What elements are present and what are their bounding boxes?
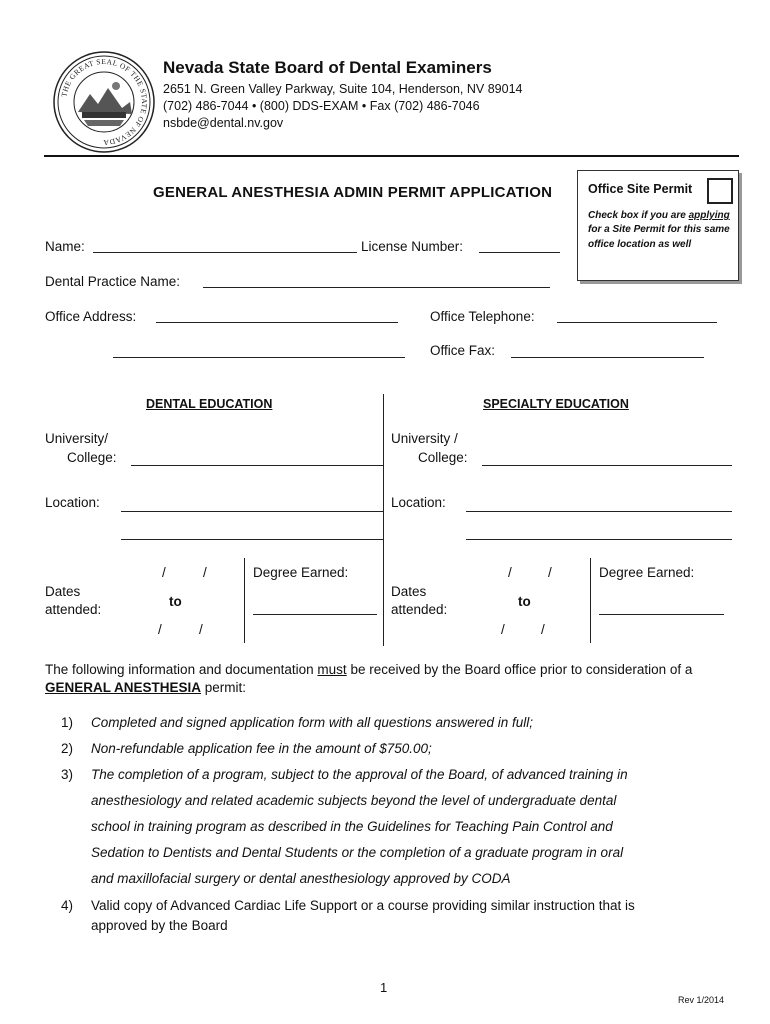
- dental-degree-divider: [244, 558, 245, 643]
- dental-location-label: Location:: [45, 495, 100, 510]
- specialty-location-field[interactable]: [466, 511, 732, 512]
- seal-text: THE GREAT SEAL OF THE STATE OF NEVADA: [59, 56, 150, 148]
- practice-label: Dental Practice Name:: [45, 274, 181, 289]
- specialty-college-field[interactable]: [482, 465, 732, 466]
- specialty-to-label: to: [518, 594, 531, 609]
- revision-label: Rev 1/2014: [678, 995, 725, 1005]
- specialty-degree-field[interactable]: [599, 614, 724, 615]
- form-title: GENERAL ANESTHESIA ADMIN PERMIT APPLICATION: [153, 184, 553, 201]
- dental-date-start-slash-2: /: [203, 565, 207, 580]
- dental-location-field-2[interactable]: [121, 539, 383, 540]
- specialty-degree-divider: [590, 558, 591, 643]
- org-name: Nevada State Board of Dental Examiners: [163, 58, 492, 77]
- requirement-text: The completion of a program, subject to the approval of the Board, of advanced training in: [91, 767, 628, 782]
- specialty-degree-label: Degree Earned:: [599, 565, 695, 580]
- site-permit-checkbox[interactable]: [707, 178, 733, 204]
- specialty-attended-label: attended:: [391, 602, 448, 617]
- dental-to-label: to: [169, 594, 182, 609]
- specialty-date-start-slash-1: /: [508, 565, 512, 580]
- requirement-number: 4): [61, 898, 74, 913]
- specialty-location-field-2[interactable]: [466, 539, 732, 540]
- requirement-text: Valid copy of Advanced Cardiac Life Support or a course providing similar instruction that is: [91, 898, 635, 913]
- requirement-number: 2): [61, 741, 74, 756]
- dental-university-label: University/: [45, 431, 109, 446]
- dental-college-field[interactable]: [131, 465, 383, 466]
- requirement-text: anesthesiology and related academic subjects beyond the level of undergraduate dental: [91, 793, 617, 808]
- requirement-text: and maxillofacial surgery or dental anesthesiology approved by CODA: [91, 871, 511, 886]
- dental-attended-label: attended:: [45, 602, 102, 617]
- specialty-dates-label: Dates: [391, 584, 427, 599]
- license-field[interactable]: [479, 252, 560, 253]
- page-number: 1: [380, 980, 388, 995]
- dental-degree-label: Degree Earned:: [253, 565, 349, 580]
- org-address: 2651 N. Green Valley Parkway, Suite 104, Henderson, NV 89014: [163, 82, 523, 96]
- dental-dates-label: Dates: [45, 584, 81, 599]
- requirement-text: school in training program as described in the Guidelines for Teaching Pain Control and: [91, 819, 613, 834]
- education-divider: [383, 394, 384, 646]
- specialty-university-label: University /: [391, 431, 458, 446]
- practice-field[interactable]: [203, 287, 550, 288]
- requirement-text: Completed and signed application form with all questions answered in full;: [91, 715, 533, 730]
- office-address-label: Office Address:: [45, 309, 137, 324]
- state-seal: [52, 50, 156, 154]
- specialty-date-end-slash-1: /: [501, 622, 505, 637]
- org-email: nsbde@dental.nv.gov: [163, 116, 284, 130]
- specialty-education-heading: SPECIALTY EDUCATION: [483, 397, 629, 411]
- requirements-intro: The following information and documentation must be received by the Board office prior to consideration of a GENERAL ANESTHESIA permit:: [45, 662, 693, 695]
- office-address-field[interactable]: [156, 322, 398, 323]
- site-permit-title: Office Site Permit: [588, 182, 693, 196]
- license-label: License Number:: [361, 239, 464, 254]
- specialty-college-label: College:: [418, 450, 468, 465]
- specialty-date-end-slash-2: /: [541, 622, 545, 637]
- dental-degree-field[interactable]: [253, 614, 377, 615]
- dental-date-start-slash-1: /: [162, 565, 166, 580]
- specialty-date-start-slash-2: /: [548, 565, 552, 580]
- requirement-text: approved by the Board: [91, 918, 228, 933]
- office-fax-label: Office Fax:: [430, 343, 496, 358]
- office-address-field-2[interactable]: [113, 357, 405, 358]
- office-telephone-field[interactable]: [557, 322, 717, 323]
- requirement-text: Non-refundable application fee in the amount of $750.00;: [91, 741, 432, 756]
- office-telephone-label: Office Telephone:: [430, 309, 535, 324]
- requirement-number: 1): [61, 715, 74, 730]
- requirement-number: 3): [61, 767, 74, 782]
- office-fax-field[interactable]: [511, 357, 704, 358]
- specialty-location-label: Location:: [391, 495, 446, 510]
- name-field[interactable]: [93, 252, 357, 253]
- dental-college-label: College:: [67, 450, 117, 465]
- dental-date-end-slash-1: /: [158, 622, 162, 637]
- requirement-text: Sedation to Dentists and Dental Students or the completion of a graduate program in oral: [91, 845, 624, 860]
- dental-education-heading: DENTAL EDUCATION: [146, 397, 273, 411]
- org-phones: (702) 486-7044 • (800) DDS-EXAM • Fax (702) 486-7046: [163, 99, 480, 113]
- dental-location-field[interactable]: [121, 511, 383, 512]
- name-label: Name:: [45, 239, 85, 254]
- dental-date-end-slash-2: /: [199, 622, 203, 637]
- header-divider: [44, 155, 739, 157]
- site-permit-note: Check box if you are applying for a Site Permit for this same office location as well: [588, 210, 730, 250]
